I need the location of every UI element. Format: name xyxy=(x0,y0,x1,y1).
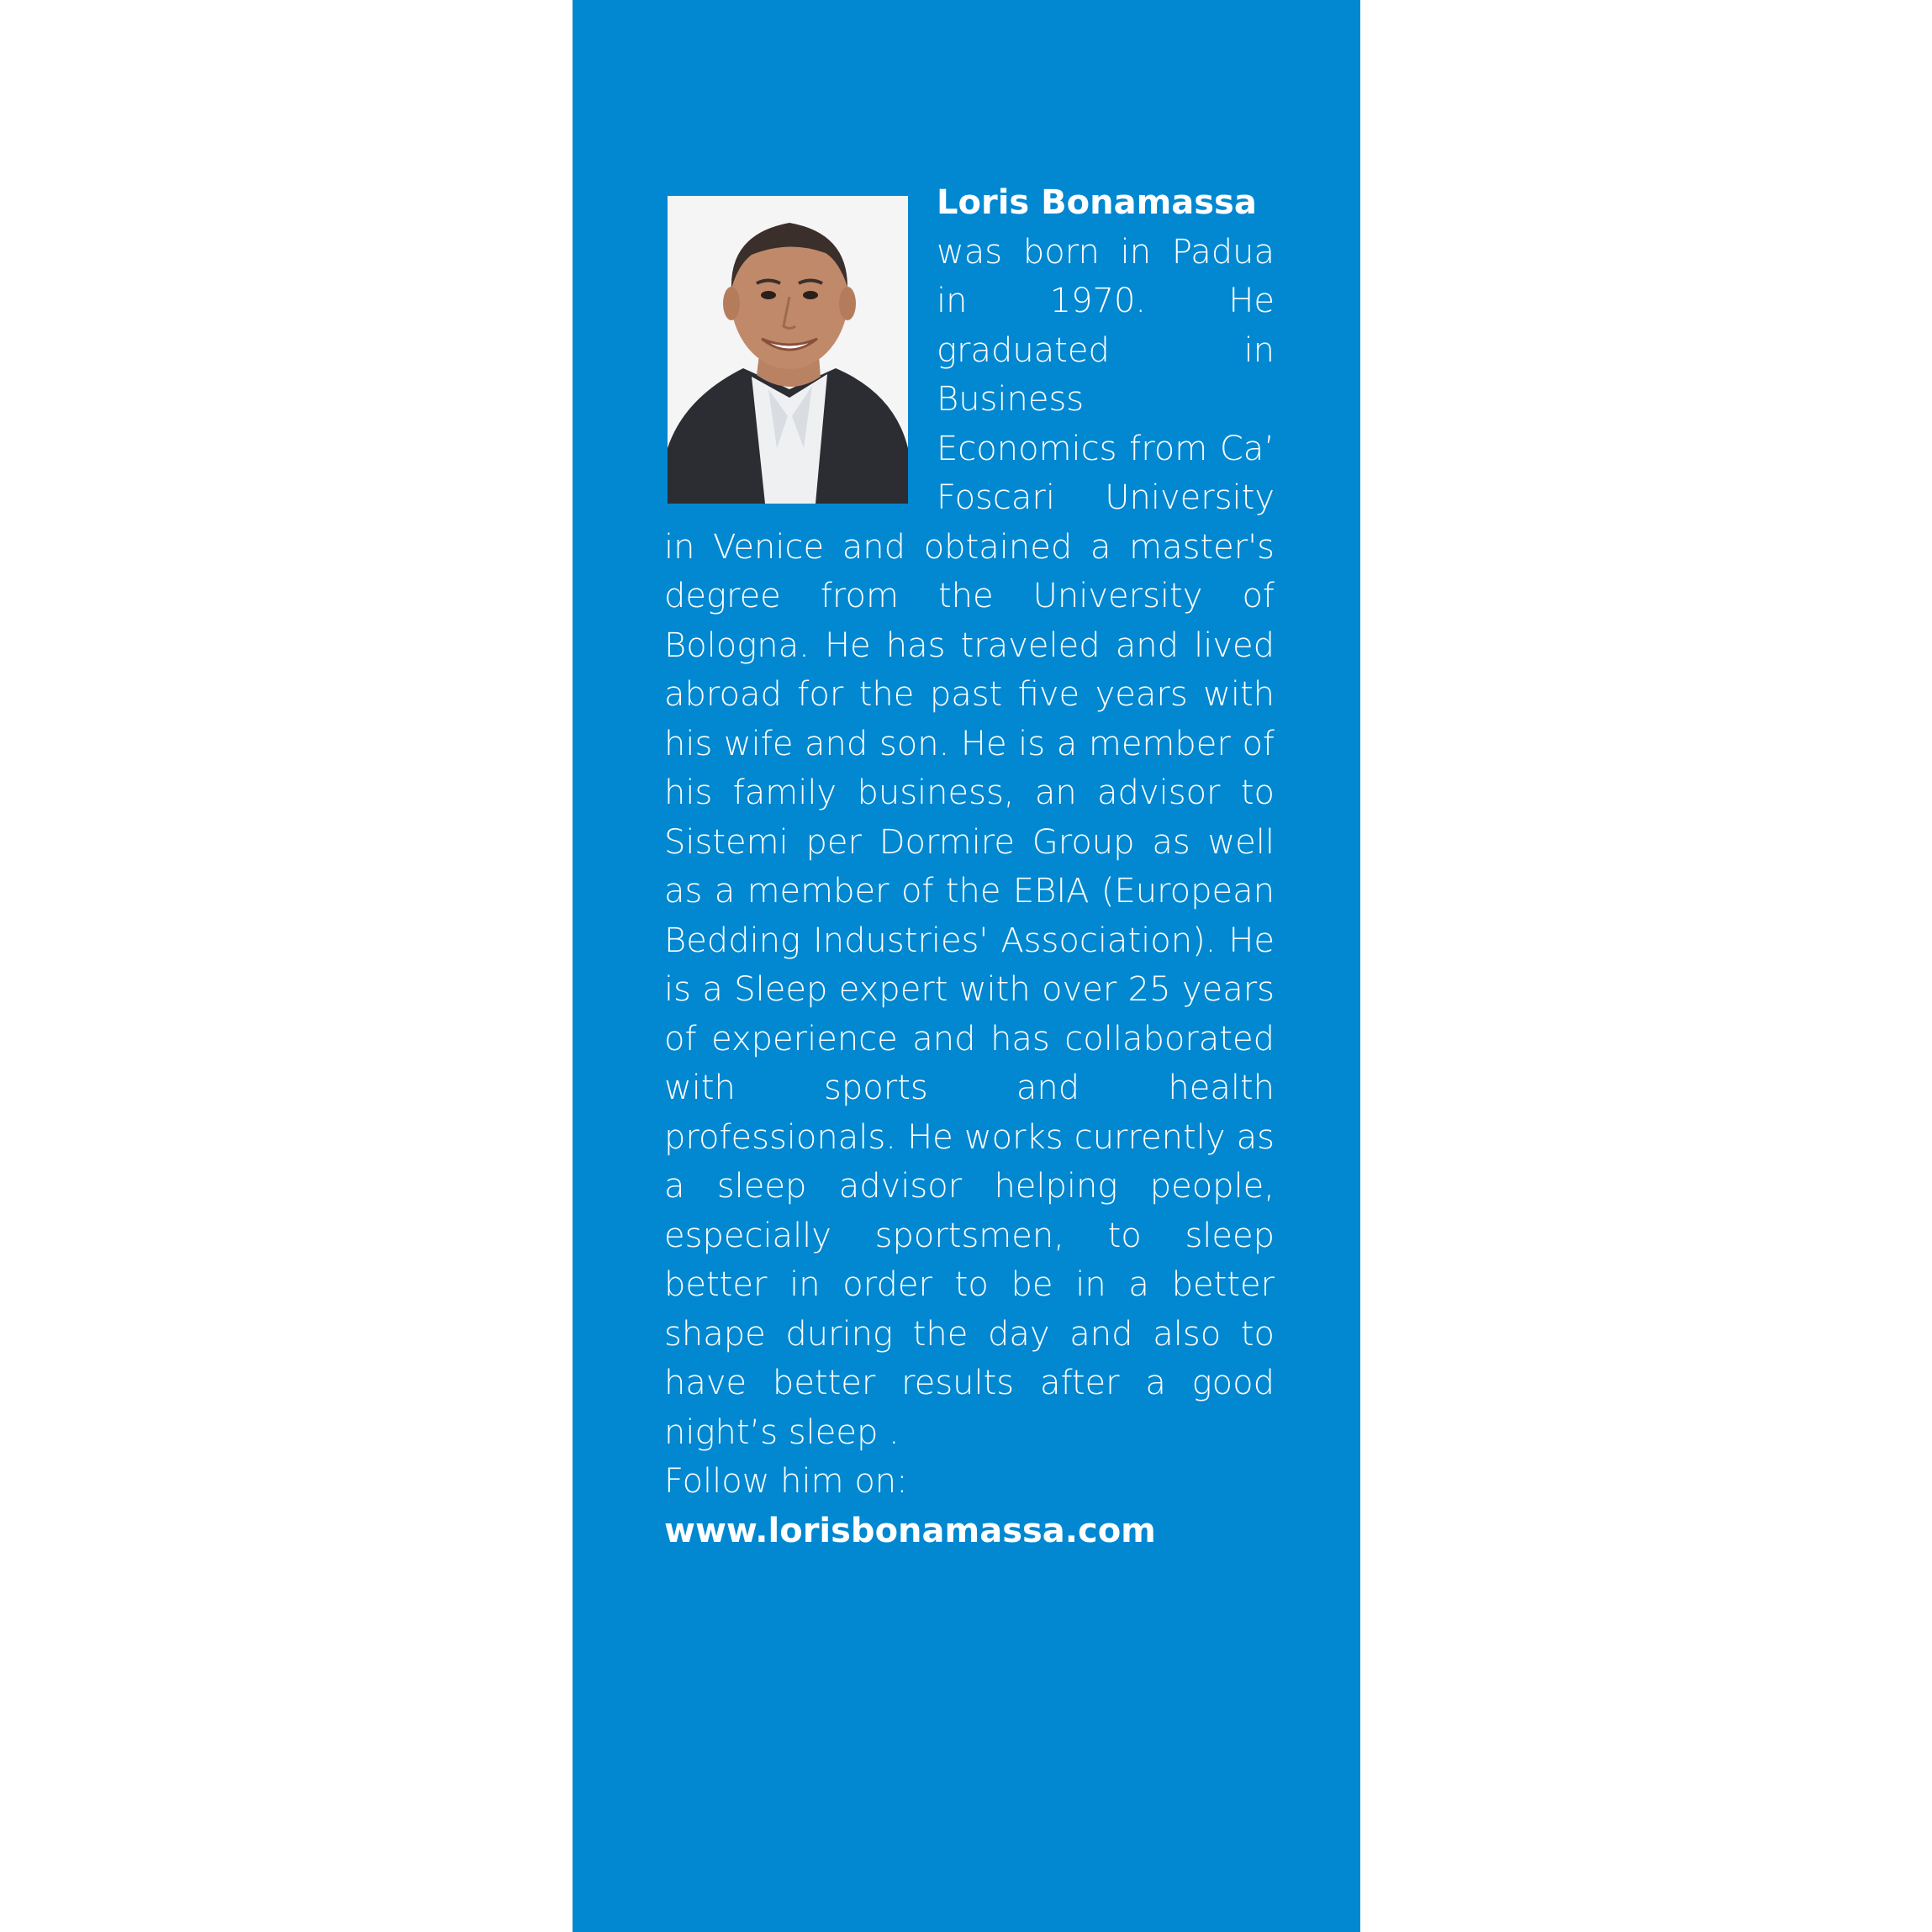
author-biography-text: was born in Padua in 1970. He graduated in Business Economics from Ca’ Foscari University in Venice and obtained a master's degree from the University of Bologna. He has traveled and lived abroad for the past five years with his wife and son. He is a member of his family business, an advisor to Sistemi per Dormire Group as well as a member of the EBIA (European Bedding Industries' Association). He is a Sleep expert with over 25 years of experience and has collaborated with sports and health professionals. He works currently as a sleep advisor helping people, especially sportsmen, to sleep better in order to be in a better shape during the day and also to have better results after a good night’s sleep . xyxy=(664,232,1275,1452)
author-portrait xyxy=(668,196,908,504)
follow-label: Follow him on: xyxy=(664,1462,908,1501)
author-flap xyxy=(573,0,1360,1932)
author-name: Loris Bonamassa xyxy=(937,183,1257,222)
author-website-link[interactable]: www.lorisbonamassa.com xyxy=(664,1511,1156,1550)
author-bio xyxy=(664,178,1275,1555)
